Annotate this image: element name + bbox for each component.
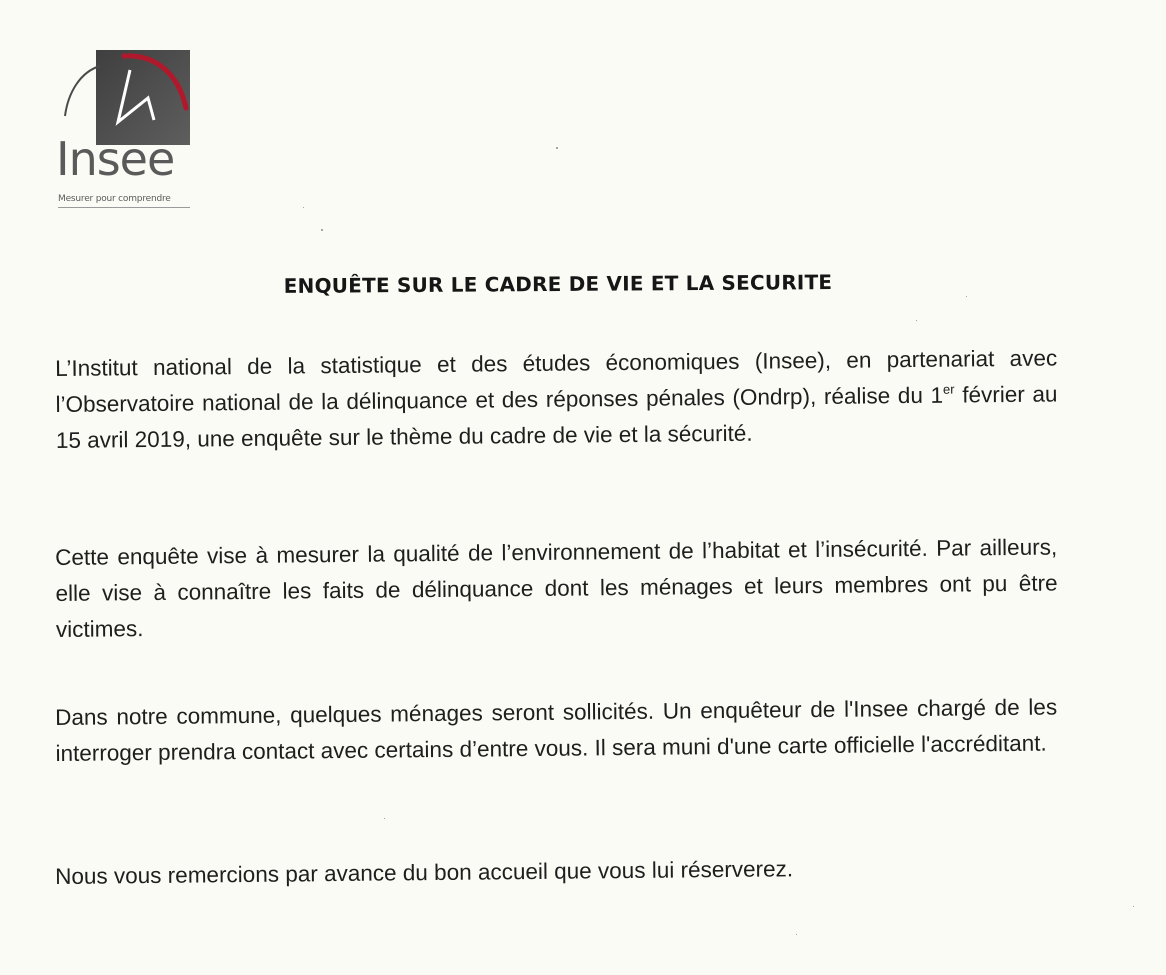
insee-logo-wordmark: Insee: [56, 132, 175, 186]
paragraph-thanks: Nous vous remercions par avance du bon accueil que vous lui réserverez.: [55, 856, 794, 889]
paragraph-purpose: Cette enquête vise à mesurer la qualité de l’environnement de l’habitat et l’insécurité. Par ailleurs, elle vise à connaître les faits de délinquance dont les ménages et leurs membres ont pu être victimes.: [55, 534, 1058, 642]
insee-logo-rule: [58, 207, 190, 208]
scan-speck: [384, 818, 385, 819]
paragraph-procedure: Dans notre commune, quelques ménages seront sollicités. Un enquêteur de l'Insee chargé de les interroger prendra contact avec certains d’entre vous. Il sera muni d'une carte officielle l'accréditant.: [55, 694, 1058, 766]
scan-speck: [966, 296, 967, 297]
document-title: ENQUÊTE SUR LE CADRE DE VIE ET LA SECURITE: [283, 270, 833, 298]
scan-speck: [321, 229, 323, 231]
paragraph-intro-text-1: L’Institut national de la statistique et des études économiques (Insee), en partenariat avec l’Observatoire national de la délinquance et des réponses pénales (Ondrp), réalise du 1: [55, 345, 1058, 417]
scan-speck: [916, 320, 917, 321]
scan-speck: [796, 934, 797, 935]
superscript-er: er: [942, 381, 955, 397]
scan-speck: [303, 207, 304, 208]
scan-speck: [1133, 906, 1134, 907]
insee-logo: [56, 48, 196, 213]
paragraph-intro-text-2: février au 15 avril 2019, une enquête sur le thème du cadre de vie et la sécurité.: [55, 381, 1058, 453]
insee-logo-tagline: Mesurer pour comprendre: [58, 194, 171, 204]
insee-logo-mark-icon: [96, 50, 190, 145]
scan-speck: [556, 147, 558, 149]
paragraph-intro: [55, 341, 1058, 459]
insee-logo-swoosh-icon: [62, 58, 102, 118]
